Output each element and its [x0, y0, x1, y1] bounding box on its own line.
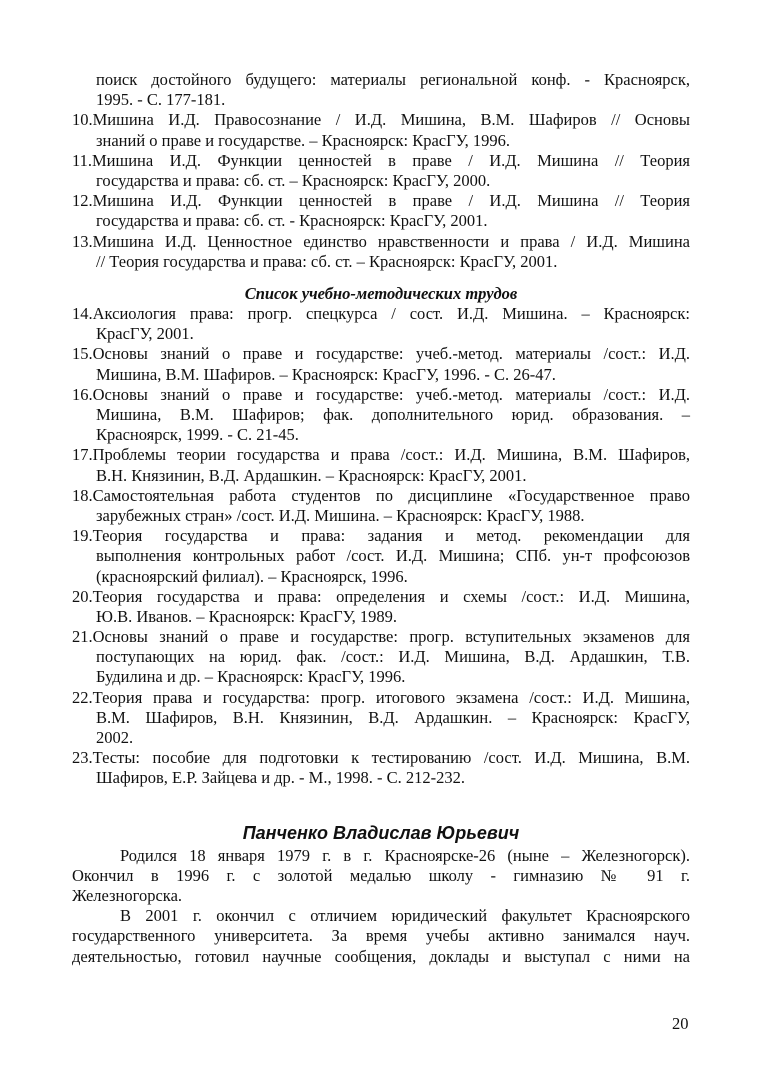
reference-text: В.М. Шафиров, В.Н. Князинин, В.Д. Ардашкин. – Красноярск: КрасГУ,: [96, 707, 690, 727]
reference-item: [72, 526, 690, 587]
reference-number: 14.: [72, 304, 93, 324]
reference-first-line: [72, 486, 690, 506]
reference-list-publications: [72, 110, 690, 272]
reference-number: 12.: [72, 191, 93, 211]
reference-text: 2002.: [96, 728, 134, 748]
reference-list-methodical: [72, 304, 690, 789]
reference-number: 19.: [72, 526, 93, 546]
reference-text: Шафиров, Е.Р. Зайцева и др. - М., 1998. - С. 212-232.: [96, 768, 465, 788]
reference-number: 17.: [72, 445, 93, 465]
bio-paragraph-2: [72, 906, 690, 967]
reference-text: Будилина и др. – Красноярск: КрасГУ, 1996.: [96, 667, 406, 687]
reference-first-line: [72, 191, 690, 211]
reference-text: Теория права и государства: прогр. итогового экзамена /сост.: И.Д. Мишина,: [92, 687, 690, 707]
reference-text: Теория государства и права: задания и метод. рекомендации для: [92, 526, 690, 546]
reference-text: Мишина, В.М. Шафиров. – Красноярск: КрасГУ, 1996. - С. 26-47.: [96, 364, 556, 384]
reference-first-line: [72, 110, 690, 130]
text-line: Родился 18 января 1979 г. в г. Красноярске-26 (ныне – Железногорск).: [120, 845, 690, 865]
reference-number: 16.: [72, 384, 93, 404]
reference-text: Проблемы теории государства и права /сост.: И.Д. Мишина, В.М. Шафиров,: [92, 445, 690, 465]
reference-number: 10.: [72, 110, 93, 130]
section-title: Список учебно-методических трудов: [244, 283, 518, 303]
text-line: 1995. - С. 177-181.: [96, 90, 226, 110]
reference-text: Основы знаний о праве и государстве: учеб.-метод. материалы /сост.: И.Д.: [92, 344, 690, 364]
text-line: Железногорска.: [72, 885, 183, 905]
reference-number: 21.: [72, 627, 93, 647]
reference-number: 22.: [72, 687, 93, 707]
text-line: В 2001 г. окончил с отличием юридический факультет Красноярского: [120, 906, 690, 926]
reference-text: В.Н. Князинин, В.Д. Ардашкин. – Красноярск: КрасГУ, 2001.: [96, 465, 527, 485]
reference-text: выполнения контрольных работ /сост. И.Д. Мишина; СПб. ун-т профсоюзов: [96, 546, 690, 566]
reference-text: Тесты: пособие для подготовки к тестированию /сост. И.Д. Мишина, В.М.: [92, 748, 690, 768]
reference-first-line: [72, 688, 690, 708]
reference-first-line: [72, 445, 690, 465]
reference-first-line: [72, 627, 690, 647]
reference-text: (красноярский филиал). – Красноярск, 1996.: [96, 566, 408, 586]
reference-first-line: [72, 232, 690, 252]
reference-text: Самостоятельная работа студентов по дисциплине «Государственное право: [92, 485, 690, 505]
reference-item: [72, 385, 690, 446]
reference-item: [72, 445, 690, 485]
reference-text: Красноярск, 1999. - С. 21-45.: [96, 425, 299, 445]
reference-item: [72, 344, 690, 384]
reference-text: Основы знаний о праве и государстве: прогр. вступительных экзаменов для: [92, 627, 690, 647]
reference-number: 11.: [72, 150, 93, 170]
reference-first-line: [72, 526, 690, 546]
reference-text: государства и права: сб. ст. – Красноярск: КрасГУ, 2000.: [96, 170, 491, 190]
text-line: поиск достойного будущего: материалы региональной конф. - Красноярск,: [96, 70, 690, 89]
document-page: [72, 70, 690, 967]
page-number: 20: [672, 1014, 689, 1033]
reference-item: [72, 191, 690, 231]
reference-first-line: [72, 344, 690, 364]
reference-item: [72, 110, 690, 150]
reference-text: знаний о праве и государстве. – Красноярск: КрасГУ, 1996.: [96, 130, 511, 150]
reference-continuation: [72, 70, 690, 110]
reference-text: Аксиология права: прогр. спецкурса / сост. И.Д. Мишина. – Красноярск:: [92, 304, 690, 324]
reference-item: [72, 627, 690, 688]
reference-number: 23.: [72, 748, 93, 768]
reference-item: [72, 748, 690, 788]
reference-first-line: [72, 587, 690, 607]
reference-item: [72, 232, 690, 272]
reference-text: Мишина И.Д. Функции ценностей в праве / И.Д. Мишина // Теория: [92, 191, 690, 211]
reference-number: 20.: [72, 586, 93, 606]
reference-text: Мишина, В.М. Шафиров; фак. дополнительного юрид. образования. –: [96, 405, 690, 425]
reference-number: 13.: [72, 231, 93, 251]
reference-item: [72, 587, 690, 627]
reference-first-line: [72, 748, 690, 768]
reference-text: Ю.В. Иванов. – Красноярск: КрасГУ, 1989.: [96, 606, 398, 626]
bio-paragraph-1: [72, 846, 690, 907]
reference-text: Мишина И.Д. Функции ценностей в праве / И.Д. Мишина // Теория: [92, 150, 690, 170]
reference-text: Основы знаний о праве и государстве: учеб.-метод. материалы /сост.: И.Д.: [92, 384, 690, 404]
bio-person-name: Панченко Владислав Юрьевич: [242, 822, 520, 843]
reference-text: // Теория государства и права: сб. ст. – Красноярск: КрасГУ, 2001.: [96, 251, 558, 271]
reference-text: Мишина И.Д. Ценностное единство нравственности и права / И.Д. Мишина: [92, 231, 690, 251]
reference-number: 18.: [72, 485, 93, 505]
text-line: деятельностью, готовил научные сообщения, доклады и выступал с ними на: [72, 946, 690, 966]
reference-number: 15.: [72, 344, 93, 364]
reference-text: государства и права: сб. ст. - Красноярск: КрасГУ, 2001.: [96, 211, 488, 231]
reference-item: [72, 486, 690, 526]
reference-first-line: [72, 151, 690, 171]
reference-item: [72, 151, 690, 191]
reference-text: поступающих на юрид. фак. /сост.: И.Д. Мишина, В.Д. Ардашкин, Т.В.: [96, 647, 690, 667]
reference-first-line: [72, 304, 690, 324]
reference-item: [72, 688, 690, 749]
reference-item: [72, 304, 690, 344]
reference-text: КрасГУ, 2001.: [96, 324, 194, 344]
reference-first-line: [72, 385, 690, 405]
reference-text: Теория государства и права: определения и схемы /сост.: И.Д. Мишина,: [92, 586, 690, 606]
text-line: государственного университета. За время учебы активно занимался науч.: [72, 926, 690, 946]
reference-text: зарубежных стран» /сост. И.Д. Мишина. – Красноярск: КрасГУ, 1988.: [96, 505, 585, 525]
reference-text: Мишина И.Д. Правосознание / И.Д. Мишина, В.М. Шафиров // Основы: [92, 110, 690, 130]
text-line: Окончил в 1996 г. с золотой медалью школу - гимназию № 91 г.: [72, 865, 690, 885]
